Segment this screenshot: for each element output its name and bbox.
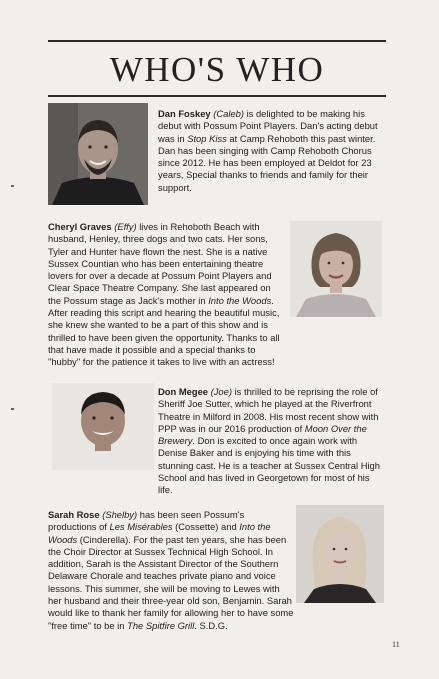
actor-name: Sarah Rose: [48, 509, 100, 520]
actor-name: Don Megee: [158, 386, 209, 397]
show-title: Moon Over the Brewery: [158, 422, 367, 447]
portrait-image: [290, 221, 382, 317]
show-title: Stop Kiss: [187, 132, 227, 144]
headshot-photo-don-megee: [52, 383, 154, 470]
bio-sarah-rose: [48, 509, 294, 632]
page-title: WHO'S WHO: [109, 50, 325, 89]
title-rule: [48, 95, 386, 97]
character-name: (Caleb): [213, 108, 244, 119]
portrait-image: [48, 103, 148, 205]
bio-text: is thrilled to be reprising the role of Sheriff Joe Sutter, which he played at the Riverfront Theatre in Milford in 2008. His most recent show with PPP was in our 2016 production of: [158, 386, 379, 434]
character-name: (Effy): [114, 221, 137, 232]
show-title: The Spitfire Grill: [127, 619, 195, 631]
bio-text: is delighted to be making his debut with Possum Point Players. Dan's acting debut was in: [158, 108, 378, 144]
actor-name: Dan Foskey: [158, 108, 211, 119]
margin-mark: [11, 408, 14, 410]
bio-text: lives in Rehoboth Beach with husband, Henley, three dogs and two cats. Her sons, Tyler and Hunter have flown the nest. She is a native Sussex Countian who has been entertaining theatre lovers for over a decade at Possum Point Players and Clear Space Theatre Company. She last appeared on the Possum stage as Jack's mother in: [48, 221, 272, 306]
show-title: Into the Woods: [208, 294, 272, 306]
top-rule: [48, 40, 386, 42]
bio-text: (Cinderella). For the past ten years, she has been the Choir Director at Sussex Technical High School. In addition, Sarah is the Assistant Director of the Southern Delaware Chorale and teaches private piano and voice lessons. This summer, she will be moving to Lewes with her husband and their three-year old son, Benjamin. Sarah would like to thank her family for allowing her to have some "free time" to be in: [48, 533, 294, 631]
bio-text: . After reading this script and hearing the beautiful music, she knew she wanted to be a part of this show and is thrilled to have been given the opportunity. Thanks to all that have made it possible and a special thanks to "hubby" for the patience it takes to live with an actress!: [48, 294, 280, 368]
bio-dan-foskey: [158, 108, 386, 194]
actor-name: Cheryl Graves: [48, 221, 112, 232]
character-name: (Joe): [210, 386, 232, 397]
show-title: Into the Woods: [48, 521, 271, 545]
headshot-photo-cheryl-graves: [290, 221, 382, 317]
headshot-photo-sarah-rose: [296, 505, 384, 603]
bio-text: . S.D.G.: [194, 619, 228, 631]
bio-text: (Cossette) and: [172, 521, 240, 533]
bio-cheryl-graves-upper: [48, 221, 286, 369]
bio-text: . Don is excited to once again work with Denise Baker and is enjoying his time with this stunning cast. He is a teacher at Sussex Central High School and has lived in Georgetown for most of his life.: [158, 435, 380, 496]
show-title: Les Misérables: [109, 521, 173, 533]
headshot-photo-dan-foskey: [48, 103, 148, 205]
portrait-image: [52, 383, 154, 470]
margin-mark: [11, 185, 14, 187]
bio-text: has been seen Possum's productions of: [48, 509, 245, 533]
bio-text: at Camp Rehoboth this past winter. Dan has been singing with Camp Rehoboth Chorus since 2012. He has been employed at Deldot for 23 years, Special thanks to friends and family for their support.: [158, 132, 376, 193]
character-name: (Shelby): [102, 509, 138, 520]
bio-don-megee: [158, 386, 386, 497]
portrait-image: [296, 505, 384, 603]
page-number: 11: [392, 640, 400, 649]
